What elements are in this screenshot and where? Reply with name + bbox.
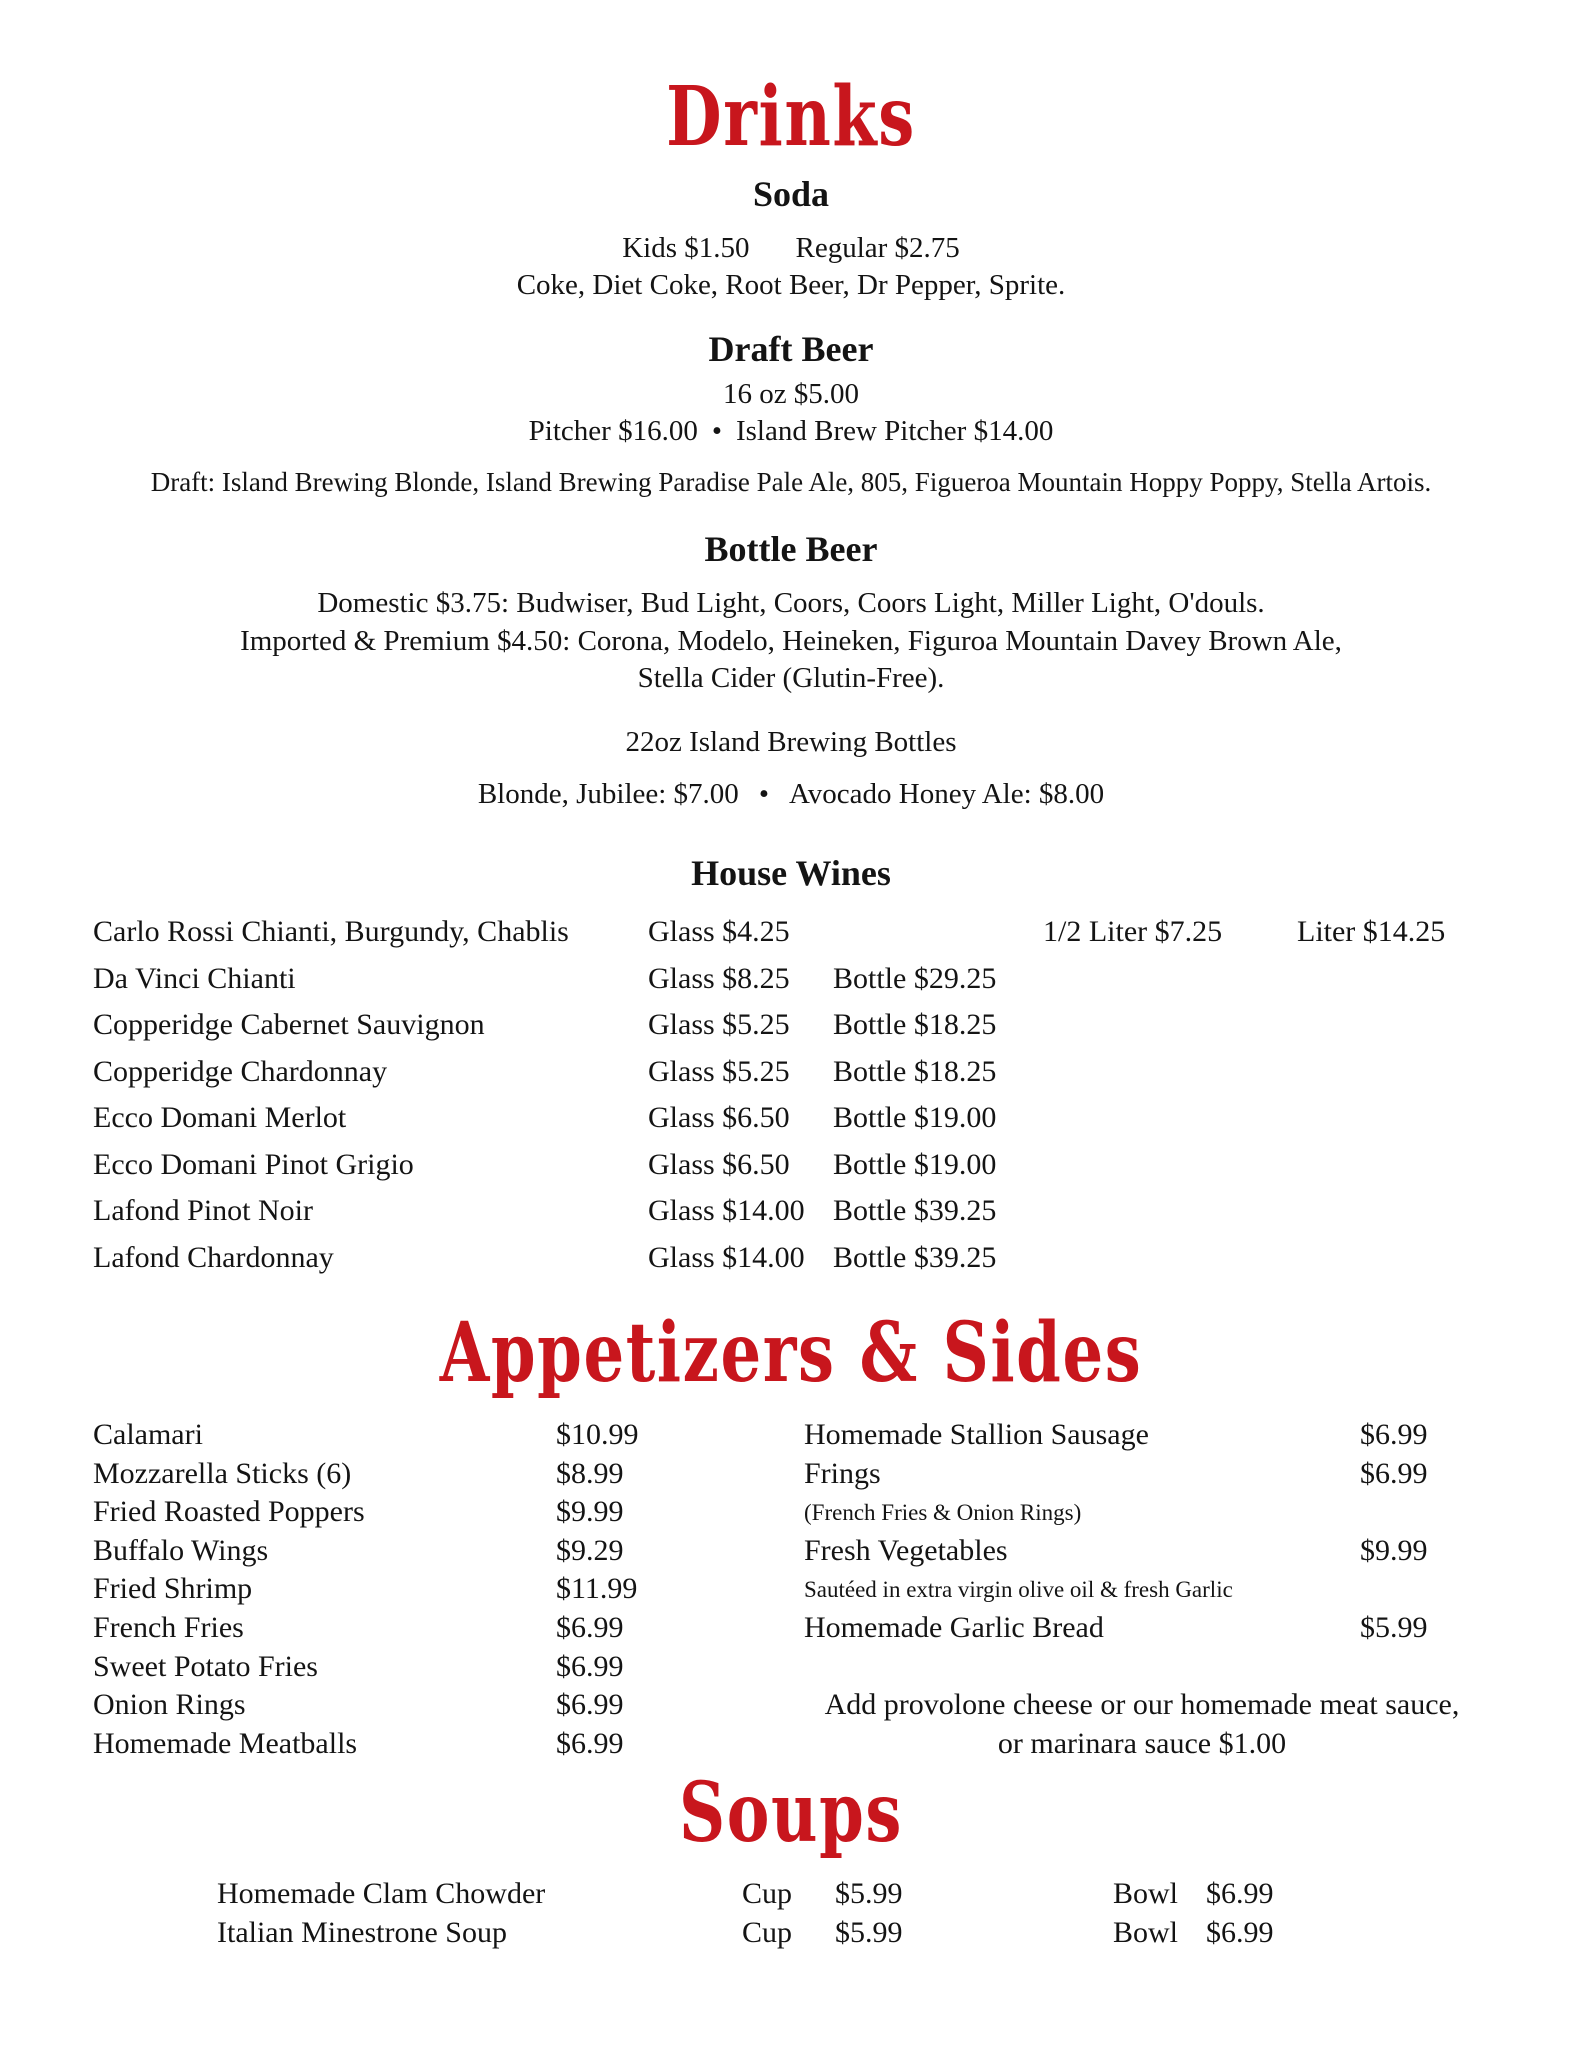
wine-name: Ecco Domani Merlot bbox=[93, 1101, 347, 1134]
wine-bottle-price: Bottle $18.25 bbox=[833, 1008, 997, 1041]
appetizer-name: Onion Rings bbox=[93, 1688, 246, 1722]
bottle-imported-cont: Stella Cider (Glutin-Free). bbox=[637, 662, 945, 694]
soda-heading: Soda bbox=[752, 174, 830, 214]
appetizer-price: $8.99 bbox=[556, 1456, 624, 1490]
house-wines-heading: House Wines bbox=[691, 853, 891, 893]
appetizer-price: $11.99 bbox=[556, 1572, 638, 1606]
side-note: Sautéed in extra virgin olive oil & fresh Garlic bbox=[804, 1577, 1233, 1603]
wine-glass-price: Glass $8.25 bbox=[648, 961, 790, 995]
wine-glass-price: Glass $14.00 bbox=[648, 1194, 805, 1227]
bottle-beer-heading: Bottle Beer bbox=[704, 529, 878, 569]
side-price: $6.99 bbox=[1360, 1456, 1428, 1490]
island-bottles-heading: 22oz Island Brewing Bottles bbox=[625, 726, 957, 758]
soup-cup-price: $5.99 bbox=[835, 1877, 903, 1910]
wine-glass-price: Glass $14.00 bbox=[648, 1240, 805, 1274]
island-blonde-price: Blonde, Jubilee: $7.00 bbox=[477, 778, 739, 810]
wine-name: Lafond Pinot Noir bbox=[93, 1194, 313, 1227]
wine-liter-price: Liter $14.25 bbox=[1297, 915, 1446, 948]
bottle-domestic: Domestic $3.75: Budwiser, Bud Light, Coors, Coors Light, Miller Light, O'douls. bbox=[317, 587, 1265, 619]
wine-bottle-price: Bottle $39.25 bbox=[833, 1194, 997, 1227]
wine-name: Ecco Domani Pinot Grigio bbox=[93, 1147, 414, 1181]
draft-pitcher-prices bbox=[0, 417, 1582, 446]
draft-beer-heading: Draft Beer bbox=[708, 329, 874, 369]
side-price: $6.99 bbox=[1360, 1418, 1428, 1451]
wine-bottle-price: Bottle $19.00 bbox=[833, 1101, 997, 1134]
wine-bottle-price: Bottle $29.25 bbox=[833, 961, 997, 995]
wine-glass-price: Glass $6.50 bbox=[648, 1101, 790, 1134]
appetizer-name: Sweet Potato Fries bbox=[93, 1649, 318, 1683]
wine-glass-price: Glass $5.25 bbox=[648, 1054, 790, 1088]
soda-prices bbox=[0, 234, 1582, 263]
bullet-separator: • bbox=[758, 778, 769, 810]
island-pitcher-price: Island Brew Pitcher $14.00 bbox=[735, 415, 1054, 447]
wine-name: Lafond Chardonnay bbox=[93, 1240, 334, 1274]
side-note: (French Fries & Onion Rings) bbox=[804, 1500, 1082, 1526]
side-price: $9.99 bbox=[1360, 1533, 1428, 1567]
appetizer-name: Mozzarella Sticks (6) bbox=[93, 1456, 352, 1490]
wine-bottle-price: Bottle $18.25 bbox=[833, 1054, 997, 1088]
appetizer-price: $6.99 bbox=[556, 1688, 624, 1722]
soup-bowl-price: $6.99 bbox=[1206, 1877, 1274, 1910]
addon-line-2: or marinara sauce $1.00 bbox=[997, 1727, 1287, 1760]
appetizer-price: $9.29 bbox=[556, 1533, 624, 1567]
appetizer-name: Homemade Meatballs bbox=[93, 1726, 358, 1760]
side-name: Frings bbox=[804, 1456, 881, 1490]
wine-glass-price: Glass $4.25 bbox=[648, 915, 790, 948]
side-name: Homemade Stallion Sausage bbox=[804, 1418, 1149, 1451]
wine-glass-price: Glass $6.50 bbox=[648, 1147, 790, 1181]
bottle-imported: Imported & Premium $4.50: Corona, Modelo, Heineken, Figuroa Mountain Davey Brown Ale, bbox=[240, 625, 1342, 657]
drinks-title: Drinks bbox=[666, 69, 916, 165]
soup-name: Italian Minestrone Soup bbox=[217, 1915, 507, 1949]
wine-glass-price: Glass $5.25 bbox=[648, 1008, 790, 1041]
draft-pitcher-price: Pitcher $16.00 bbox=[528, 415, 698, 447]
wine-bottle-price: Bottle $39.25 bbox=[833, 1240, 997, 1274]
appetizer-name: Calamari bbox=[93, 1418, 203, 1451]
soup-cup-label: Cup bbox=[742, 1877, 793, 1910]
appetizer-name: Fried Shrimp bbox=[93, 1572, 253, 1606]
soup-name: Homemade Clam Chowder bbox=[217, 1877, 546, 1910]
bullet-separator: • bbox=[711, 415, 722, 447]
appetizer-price: $9.99 bbox=[556, 1495, 624, 1529]
wine-name: Da Vinci Chianti bbox=[93, 961, 296, 995]
appetizer-price: $6.99 bbox=[556, 1611, 624, 1644]
soup-cup-price: $5.99 bbox=[835, 1915, 903, 1949]
appetizers-title: Appetizers & Sides bbox=[439, 1305, 1143, 1401]
appetizer-price: $6.99 bbox=[556, 1649, 624, 1683]
appetizer-name: Fried Roasted Poppers bbox=[93, 1495, 365, 1529]
appetizer-name: French Fries bbox=[93, 1611, 244, 1644]
wine-name: Copperidge Chardonnay bbox=[93, 1054, 388, 1088]
soup-bowl-label: Bowl bbox=[1113, 1877, 1179, 1910]
side-name: Fresh Vegetables bbox=[804, 1533, 1008, 1567]
draft-beer-list: Draft: Island Brewing Blonde, Island Brewing Paradise Pale Ale, 805, Figueroa Mountain Hoppy Poppy, Stella Artois. bbox=[150, 467, 1432, 497]
appetizer-name: Buffalo Wings bbox=[93, 1533, 269, 1567]
side-price: $5.99 bbox=[1360, 1611, 1428, 1644]
addon-line-1: Add provolone cheese or our homemade meat sauce, bbox=[824, 1688, 1460, 1721]
soups-title: Soups bbox=[679, 1765, 903, 1861]
soup-cup-label: Cup bbox=[742, 1915, 793, 1949]
island-avocado-price: Avocado Honey Ale: $8.00 bbox=[788, 778, 1105, 810]
island-bottles-prices bbox=[0, 780, 1582, 809]
soda-kids-price: Kids $1.50 bbox=[622, 232, 750, 264]
soda-list: Coke, Diet Coke, Root Beer, Dr Pepper, Sprite. bbox=[516, 269, 1066, 301]
soup-bowl-label: Bowl bbox=[1113, 1915, 1179, 1949]
appetizer-price: $6.99 bbox=[556, 1726, 624, 1760]
soda-regular-price: Regular $2.75 bbox=[795, 232, 960, 264]
appetizer-price: $10.99 bbox=[556, 1418, 639, 1451]
soup-bowl-price: $6.99 bbox=[1206, 1915, 1274, 1949]
wine-half-liter-price: 1/2 Liter $7.25 bbox=[1043, 915, 1223, 948]
wine-bottle-price: Bottle $19.00 bbox=[833, 1147, 997, 1181]
wine-name: Carlo Rossi Chianti, Burgundy, Chablis bbox=[93, 915, 569, 948]
side-name: Homemade Garlic Bread bbox=[804, 1611, 1104, 1644]
wine-name: Copperidge Cabernet Sauvignon bbox=[93, 1008, 485, 1041]
draft-16oz-price: 16 oz $5.00 bbox=[722, 378, 860, 410]
